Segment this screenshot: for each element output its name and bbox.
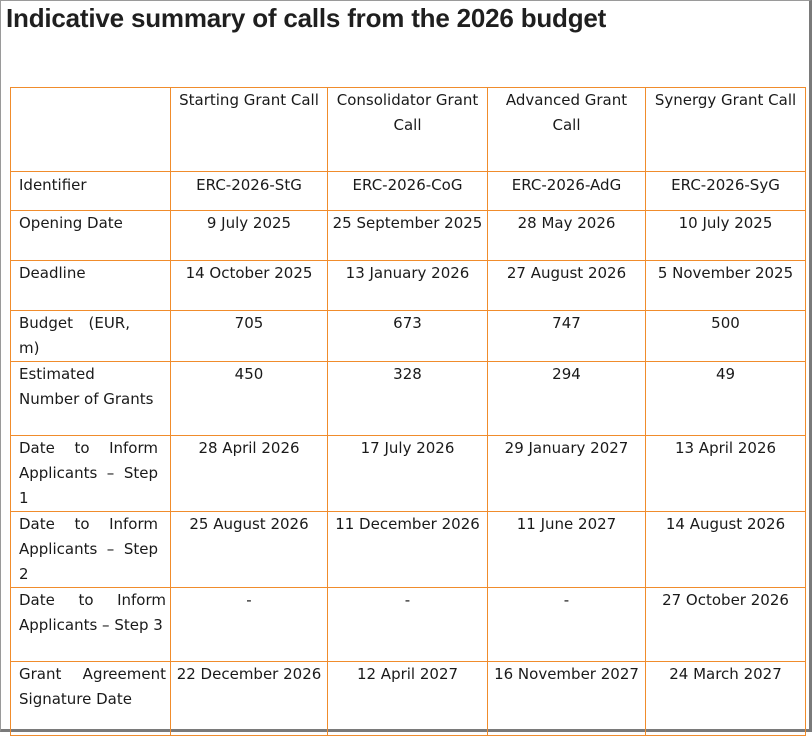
row-label: Budget (EUR, m): [11, 311, 171, 362]
cell-value: 11 December 2026: [328, 512, 488, 588]
row-label: Deadline: [11, 261, 171, 311]
table-row-inform-step-2: [11, 512, 806, 588]
cell-value: ERC-2026-CoG: [328, 172, 488, 211]
cell-value: 29 January 2027: [488, 436, 646, 512]
cell-value: -: [488, 588, 646, 662]
row-label: Estimated Number of Grants: [11, 362, 171, 436]
row-label: Date to Inform Applicants – Step 1: [11, 436, 171, 512]
cell-value: 49: [646, 362, 806, 436]
cell-value: 27 August 2026: [488, 261, 646, 311]
cell-value: 25 September 2025: [328, 211, 488, 261]
cell-value: 28 May 2026: [488, 211, 646, 261]
table-row-budget: [11, 311, 806, 362]
cell-value: 5 November 2025: [646, 261, 806, 311]
row-label: Opening Date: [11, 211, 171, 261]
header-empty-cell: [11, 88, 171, 172]
header-synergy-grant: Synergy Grant Call: [646, 88, 806, 172]
cell-value: 450: [171, 362, 328, 436]
cell-value: 13 April 2026: [646, 436, 806, 512]
cell-value: 12 April 2027: [328, 662, 488, 736]
table-row-deadline: [11, 261, 806, 311]
cell-value: ERC-2026-StG: [171, 172, 328, 211]
table-row-inform-step-1: [11, 436, 806, 512]
cell-value: 500: [646, 311, 806, 362]
cell-value: 673: [328, 311, 488, 362]
cell-value: 13 January 2026: [328, 261, 488, 311]
page-title: Indicative summary of calls from the 2026 budget: [6, 3, 607, 33]
calls-summary-table: [10, 87, 806, 736]
row-label: Date to Inform Applicants – Step 3: [11, 588, 171, 662]
cell-value: 14 August 2026: [646, 512, 806, 588]
table-row-estimated-grants: [11, 362, 806, 436]
cell-value: 10 July 2025: [646, 211, 806, 261]
header-starting-grant: Starting Grant Call: [171, 88, 328, 172]
table-row-signature-date: [11, 662, 806, 736]
cell-value: 294: [488, 362, 646, 436]
cell-value: 14 October 2025: [171, 261, 328, 311]
table-row-inform-step-3: [11, 588, 806, 662]
cell-value: -: [171, 588, 328, 662]
cell-value: -: [328, 588, 488, 662]
header-advanced-grant: Advanced Grant Call: [488, 88, 646, 172]
header-consolidator-grant: Consolidator Grant Call: [328, 88, 488, 172]
cell-value: 27 October 2026: [646, 588, 806, 662]
cell-value: 11 June 2027: [488, 512, 646, 588]
cell-value: 747: [488, 311, 646, 362]
cell-value: 24 March 2027: [646, 662, 806, 736]
cell-value: 9 July 2025: [171, 211, 328, 261]
table-row-opening-date: [11, 211, 806, 261]
row-label: Identifier: [11, 172, 171, 211]
cell-value: 22 December 2026: [171, 662, 328, 736]
cell-value: ERC-2026-SyG: [646, 172, 806, 211]
cell-value: 17 July 2026: [328, 436, 488, 512]
cell-value: 328: [328, 362, 488, 436]
cell-value: 705: [171, 311, 328, 362]
cell-value: 25 August 2026: [171, 512, 328, 588]
row-label: Date to Inform Applicants – Step 2: [11, 512, 171, 588]
cell-value: 28 April 2026: [171, 436, 328, 512]
table-row-identifier: [11, 172, 806, 211]
table-header-row: [11, 88, 806, 172]
cell-value: ERC-2026-AdG: [488, 172, 646, 211]
cell-value: 16 November 2027: [488, 662, 646, 736]
row-label: Grant Agreement Signature Date: [11, 662, 171, 736]
